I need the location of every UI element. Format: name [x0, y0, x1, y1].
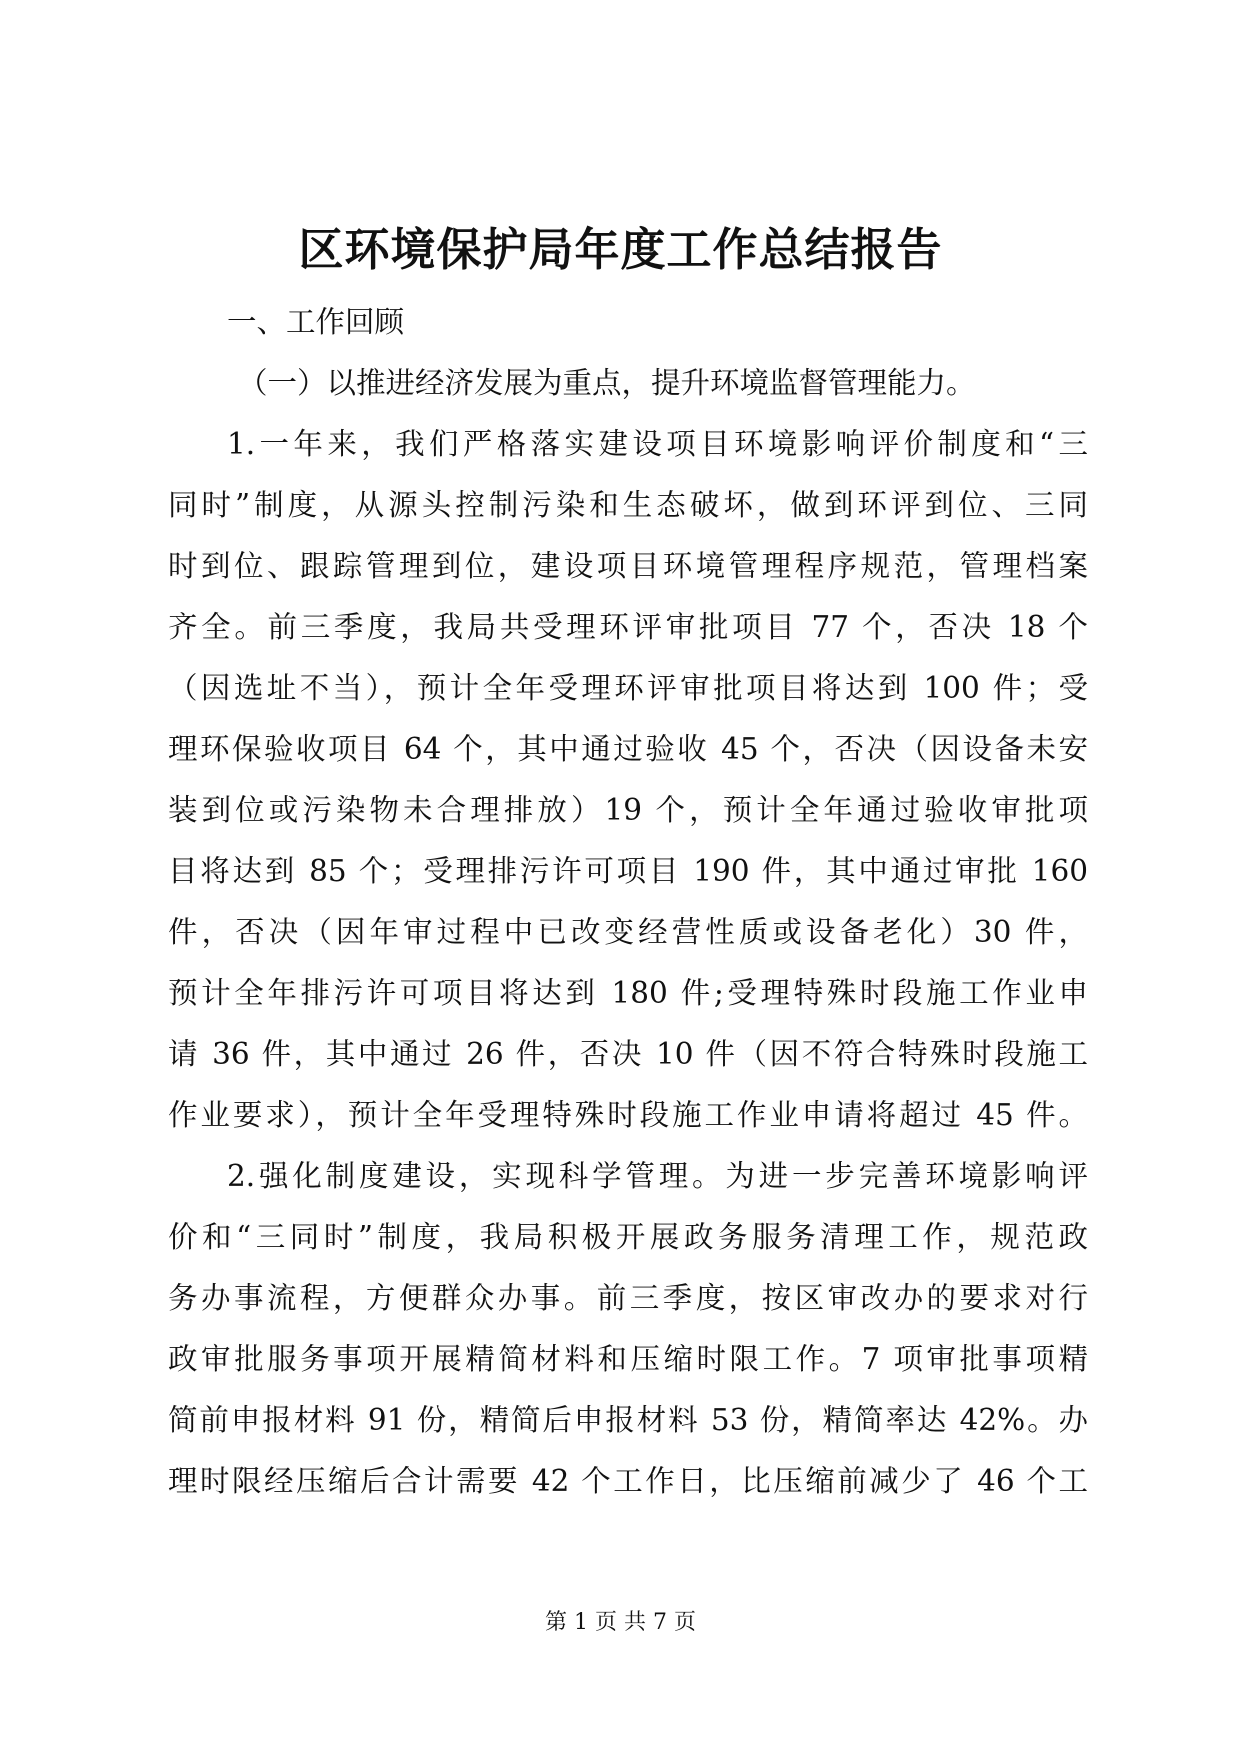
subsection-heading: （一）以推进经济发展为重点，提升环境监督管理能力。: [238, 366, 976, 400]
paragraph-line: 1.一年来，我们严格落实建设项目环境影响评价制度和“三: [227, 427, 1088, 461]
paragraph-line: 预计全年排污许可项目将达到 180 件;受理特殊时段施工作业申: [168, 976, 1088, 1010]
document-body: [168, 292, 1088, 1512]
paragraph-line: 政审批服务事项开展精简材料和压缩时限工作。7 项审批事项精: [168, 1342, 1088, 1376]
paragraph-line: 件，否决（因年审过程中已改变经营性质或设备老化）30 件，: [168, 915, 1088, 949]
paragraph-line: 目将达到 85 个；受理排污许可项目 190 件，其中通过审批 160: [168, 854, 1088, 888]
paragraph-line: 价和“三同时”制度，我局积极开展政务服务清理工作，规范政: [168, 1220, 1088, 1254]
paragraph-line: 装到位或污染物未合理排放）19 个，预计全年通过验收审批项: [168, 793, 1088, 827]
paragraph-line: （因选址不当），预计全年受理环评审批项目将达到 100 件；受: [168, 671, 1088, 705]
paragraph-line: 务办事流程，方便群众办事。前三季度，按区审改办的要求对行: [168, 1281, 1088, 1315]
paragraph-line: 齐全。前三季度，我局共受理环评审批项目 77 个，否决 18 个: [168, 610, 1088, 644]
paragraph-line: 请 36 件，其中通过 26 件，否决 10 件（因不符合特殊时段施工: [168, 1037, 1088, 1071]
paragraph-line: 2.强化制度建设，实现科学管理。为进一步完善环境影响评: [227, 1159, 1088, 1193]
document-title: 区环境保护局年度工作总结报告: [298, 223, 943, 276]
paragraph-line: 同时”制度，从源头控制污染和生态破坏，做到环评到位、三同: [168, 488, 1088, 522]
paragraph-line: 简前申报材料 91 份，精简后申报材料 53 份，精简率达 42%。办: [168, 1403, 1088, 1437]
paragraph-line: 理时限经压缩后合计需要 42 个工作日，比压缩前减少了 46 个工: [168, 1464, 1088, 1498]
paragraph-line: 时到位、跟踪管理到位，建设项目环境管理程序规范，管理档案: [168, 549, 1088, 583]
paragraph-line: 理环保验收项目 64 个，其中通过验收 45 个，否决（因设备未安: [168, 732, 1088, 766]
paragraph-line: 作业要求），预计全年受理特殊时段施工作业申请将超过 45 件。: [168, 1098, 1088, 1132]
page-number-footer: 第 1 页 共 7 页: [545, 1610, 696, 1635]
section-heading: 一、工作回顾: [227, 305, 405, 339]
